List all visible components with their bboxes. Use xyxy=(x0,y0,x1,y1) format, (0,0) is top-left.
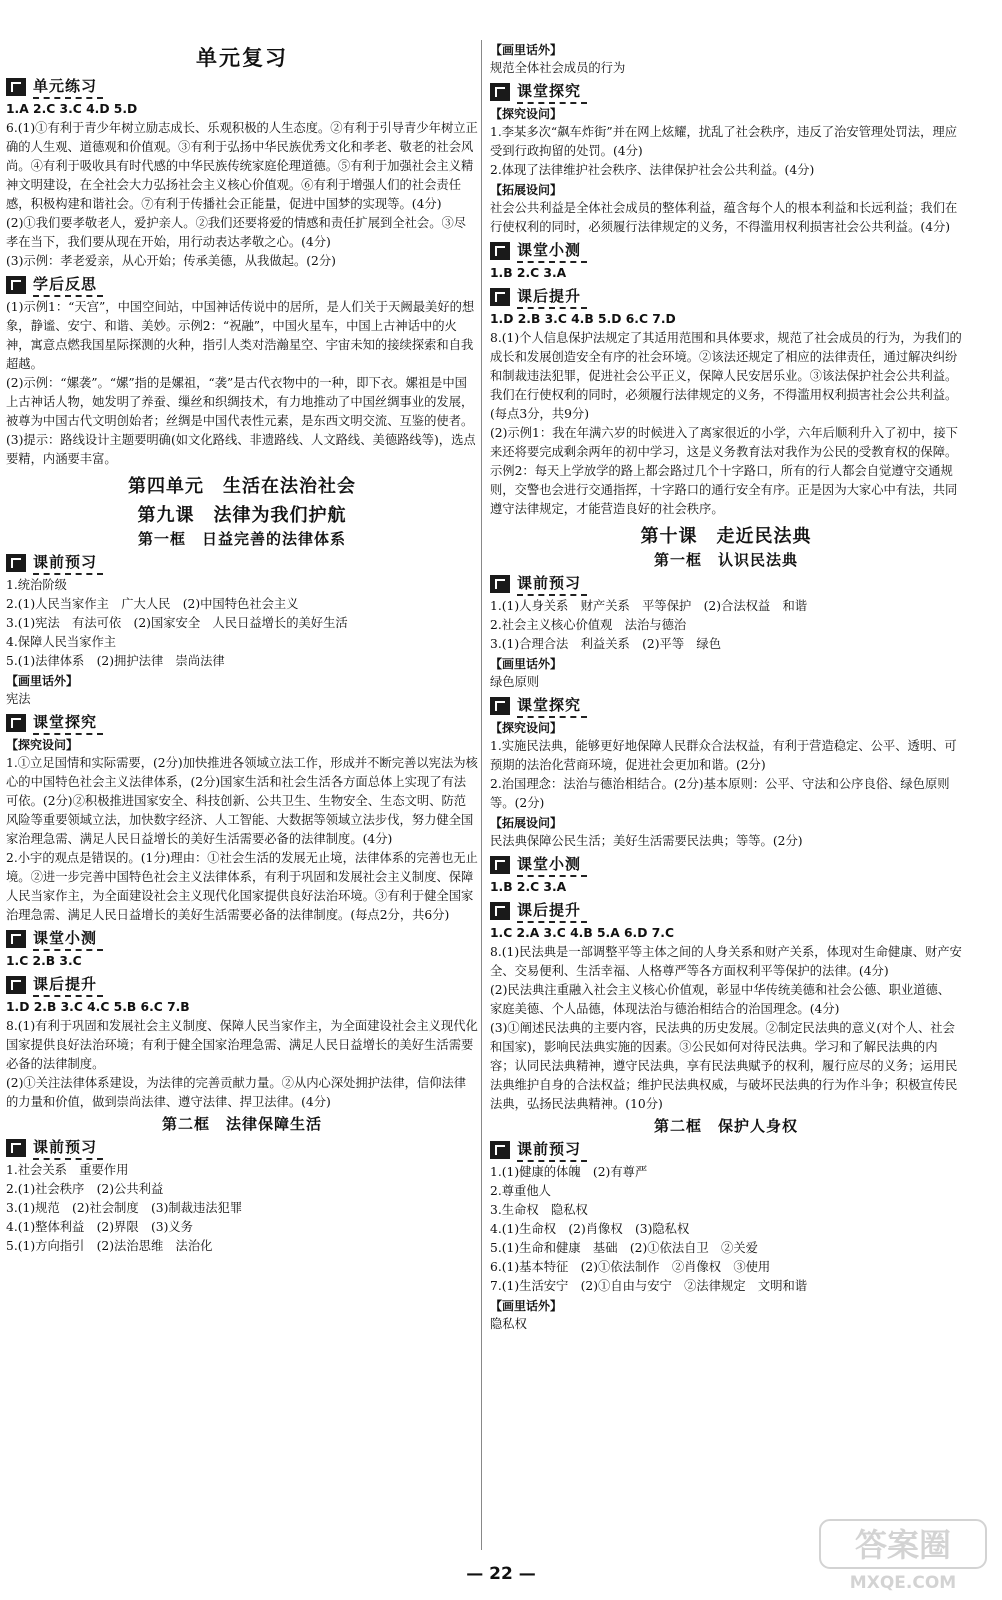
section-header xyxy=(6,974,478,996)
answer-line: 2.体现了法律维护社会秩序、法律保护社会公共利益。(4分) xyxy=(490,163,815,177)
section-header xyxy=(490,240,962,262)
answer-line: 隐私权 xyxy=(490,1317,527,1331)
subsection-label: 【画里话外】 xyxy=(490,1299,563,1313)
subsection-label: 【画里话外】 xyxy=(490,657,563,671)
section-title: 课前预习 xyxy=(33,1136,103,1160)
subsection-label: 【拓展设问】 xyxy=(490,183,563,197)
section-icon xyxy=(6,1139,26,1157)
answer-line: 6.(1)①有利于青少年树立励志成长、乐观积极的人生态度。②有利于引导青少年树立正确的人生观、道德观和价值观。③有利于弘扬中华民族优秀文化和孝老、敬老的社会风尚。④有利于吸收具有时代感的中华民族传统家庭伦理道德。⑤有利于加强社会主义精神文明建设，在全社会大力弘扬社会主义核心价值观。⑥有利于增强人们的社会责任感，积极构建和谐社会。⑦有利于传播社会正能量，促进中国梦的实现等。(4分) xyxy=(6,121,478,211)
right-column xyxy=(490,40,962,1334)
answer-line: 2.(1)社会秩序 (2)公共利益 xyxy=(6,1182,164,1196)
unit-title: 第四单元 生活在法治社会 xyxy=(128,476,356,497)
column-divider xyxy=(481,40,482,1550)
section-icon xyxy=(6,930,26,948)
answer-line: 1.D 2.B 3.C 4.C 5.B 6.C 7.B xyxy=(6,1000,190,1014)
section-icon xyxy=(6,554,26,572)
answer-line: 3.生命权 隐私权 xyxy=(490,1203,588,1217)
section-header xyxy=(490,286,962,308)
answer-line: 规范全体社会成员的行为 xyxy=(490,61,626,75)
answer-line: 2.(1)人民当家作主 广大人民 (2)中国特色社会主义 xyxy=(6,597,299,611)
answer-line: 1.D 2.B 3.C 4.B 5.D 6.C 7.D xyxy=(490,312,676,326)
section-header xyxy=(490,900,962,922)
section-icon xyxy=(490,697,510,715)
answer-line: 1.B 2.C 3.A xyxy=(490,880,567,894)
answer-line: (1)示例1：“天宫”，中国空间站，中国神话传说中的居所，是人们关于天阙最美好的想象，静谧、安宁、和谐、美妙。示例2：“祝融”，中国火星车，中国上古神话中的火神，寓意点燃我国星际探测的火种，指引人类对浩瀚星空、宇宙未知的接续探索和自我超越。 xyxy=(6,300,475,371)
section-icon xyxy=(490,242,510,260)
answer-line: 1.李某多次“飙车炸街”并在网上炫耀，扰乱了社会秩序，违反了治安管理处罚法，理应受到行政拘留的处罚。(4分) xyxy=(490,125,957,158)
subsection-label: 【探究设问】 xyxy=(490,721,563,735)
left-column xyxy=(6,40,478,1256)
answer-line: 1.A 2.C 3.C 4.D 5.D xyxy=(6,102,138,116)
frame-title: 第二框 法律保障生活 xyxy=(161,1115,322,1133)
answer-line: 3.(1)宪法 有法可依 (2)国家安全 人民日益增长的美好生活 xyxy=(6,616,348,630)
section-header xyxy=(6,712,478,734)
answer-line: 1.B 2.C 3.A xyxy=(490,266,567,280)
section-icon xyxy=(490,83,510,101)
section-title: 课后提升 xyxy=(517,899,587,923)
watermark-text: 答案圈 xyxy=(854,1526,952,1564)
answer-line: 2.尊重他人 xyxy=(490,1184,551,1198)
section-header xyxy=(6,1137,478,1159)
answer-line: 4.(1)生命权 (2)肖像权 (3)隐私权 xyxy=(490,1222,690,1236)
answer-line: 1.统治阶级 xyxy=(6,578,67,592)
answer-line: 宪法 xyxy=(6,692,31,706)
section-header xyxy=(490,573,962,595)
subsection-label: 【探究设问】 xyxy=(490,107,563,121)
answer-line: (2)①我们要孝敬老人，爱护亲人。②我们还要将爱的情感和责任扩展到全社会。③尽孝在当下，我们要从现在开始，用行动表达孝敬之心。(4分) xyxy=(6,216,467,249)
answer-line: 8.(1)民法典是一部调整平等主体之间的人身关系和财产关系，体现对生命健康、财产安全、交易便利、生活幸福、人格尊严等各方面权利平等保护的法律。(4分) xyxy=(490,945,962,978)
section-title: 课堂探究 xyxy=(517,694,587,718)
section-title: 学后反思 xyxy=(33,273,103,297)
section-header xyxy=(6,928,478,950)
section-header xyxy=(490,81,962,103)
section-title: 课堂小测 xyxy=(33,927,103,951)
frame-title: 第一框 认识民法典 xyxy=(653,551,798,569)
page-number: — 22 — xyxy=(466,1564,536,1584)
answer-line: (2)民法典注重融入社会主义核心价值观，彰显中华传统美德和社会公德、职业道德、家庭美德、个人品德，体现法治与德治相结合的治国理念。(4分) xyxy=(490,983,951,1016)
section-title: 单元练习 xyxy=(33,75,103,99)
section-icon xyxy=(490,1141,510,1159)
section-title: 课后提升 xyxy=(517,285,587,309)
answer-line: 1.(1)健康的体魄 (2)有尊严 xyxy=(490,1165,648,1179)
answer-line: (3)示例：孝老爱亲，从心开始；传承美德，从我做起。(2分) xyxy=(6,254,336,268)
section-title: 课堂探究 xyxy=(33,711,103,735)
section-icon xyxy=(490,856,510,874)
answer-line: 8.(1)有利于巩固和发展社会主义制度、保障人民当家作主，为全面建设社会主义现代化国家提供良好法治环境；有利于健全国家治理急需、满足人民日益增长的美好生活需要必备的法律制度。 xyxy=(6,1019,478,1071)
answer-line: (2)示例1：我在年满六岁的时候进入了离家很近的小学，六年后顺利升入了初中，接下来还将要完成剩余两年的初中学习，这是义务教育法对我作为公民的受教育权的保障。示例2：每天上学放学的路上都会路过几个十字路口，所有的行人都会自觉遵守交通规则，交警也会进行交通指挥，十字路口的通行安全有序。正是因为大家心中有法，共同遵守法律规定，才能营造良好的社会秩序。 xyxy=(490,426,958,516)
answer-line: 5.(1)生命和健康 基础 (2)①依法自卫 ②关爱 xyxy=(490,1241,758,1255)
section-title: 课后提升 xyxy=(33,973,103,997)
frame-title: 第一框 日益完善的法律体系 xyxy=(137,530,346,548)
watermark-logo xyxy=(818,1518,988,1592)
lesson-title: 第九课 法律为我们护航 xyxy=(137,505,347,526)
answer-line: 8.(1)个人信息保护法规定了其适用范围和具体要求，规范了社会成员的行为，为我们的成长和发展创造安全有序的社会环境。②该法还规定了相应的法律责任，通过解决纠纷和制裁违法犯罪，促进社会公平正义，保障人民安居乐业。③该法保护社会公共利益。我们在行使权利的同时，必须履行法律规定的义务，不得滥用权利损害社会公共利益。(每点3分，共9分) xyxy=(490,331,962,421)
answer-line: 3.(1)合理合法 利益关系 (2)平等 绿色 xyxy=(490,637,722,651)
section-title: 课堂探究 xyxy=(517,80,587,104)
frame-title: 第二框 保护人身权 xyxy=(653,1117,798,1135)
answer-line: 2.社会主义核心价值观 法治与德治 xyxy=(490,618,687,632)
answer-line: 1.C 2.B 3.C xyxy=(6,954,82,968)
answer-line: 7.(1)生活安宁 (2)①自由与安宁 ②法律规定 文明和谐 xyxy=(490,1279,808,1293)
section-header xyxy=(6,274,478,296)
answer-line: 6.(1)基本特征 (2)①依法制作 ②肖像权 ③使用 xyxy=(490,1260,771,1274)
answer-line: 1.(1)人身关系 财产关系 平等保护 (2)合法权益 和谐 xyxy=(490,599,808,613)
section-icon xyxy=(490,902,510,920)
section-header xyxy=(490,854,962,876)
answer-line: 3.(1)规范 (2)社会制度 (3)制裁违法犯罪 xyxy=(6,1201,243,1215)
section-title: 课前预习 xyxy=(517,1138,587,1162)
answer-line: 社会公共利益是全体社会成员的整体利益，蕴含每个人的根本利益和长远利益；我们在行使权利的同时，必须履行法律规定的义务，不得滥用权利损害社会公共利益。(4分) xyxy=(490,201,958,234)
section-title: 课前预习 xyxy=(517,572,587,596)
answer-line: 5.(1)法律体系 (2)拥护法律 崇尚法律 xyxy=(6,654,225,668)
section-icon xyxy=(6,78,26,96)
answer-line: 4.(1)整体利益 (2)界限 (3)义务 xyxy=(6,1220,193,1234)
answer-line: 2.小宇的观点是错误的。(1分)理由：①社会生活的发展无止境，法律体系的完善也无止境。②进一步完善中国特色社会主义法律体系，有利于巩固和发展社会主义制度、保障人民当家作主，为全面建设社会主义现代化国家提供良好法治环境。③有利于健全国家治理急需、满足人民日益增长的美好生活需要必备的法律制度。(每点2分，共6分) xyxy=(6,851,478,922)
section-title: 课堂小测 xyxy=(517,239,587,263)
section-icon xyxy=(490,288,510,306)
section-header xyxy=(6,552,478,574)
answer-line: (2)①关注法律体系建设，为法律的完善贡献力量。②从内心深处拥护法律，信仰法律的力量和价值，做到崇尚法律、遵守法律、捍卫法律。(4分) xyxy=(6,1076,467,1109)
section-title: 课堂小测 xyxy=(517,853,587,877)
section-header xyxy=(490,695,962,717)
subsection-label: 【画里话外】 xyxy=(6,674,79,688)
answer-line: (2)示例：“嫘袭”。“嫘”指的是嫘祖，“袭”是古代衣物中的一种，即下衣。嫘祖是中国上古神话人物，她发明了养蚕、缫丝和织绸技术，有力地推动了中国丝绸事业的发展，被尊为中国古代文明创始者；丝绸是中国代表性元素，是东西文明交流、互鉴的使者。 xyxy=(6,376,474,428)
page-title: 单元复习 xyxy=(196,46,288,70)
section-icon xyxy=(6,976,26,994)
answer-line: 民法典保障公民生活；美好生活需要民法典；等等。(2分) xyxy=(490,834,803,848)
section-header xyxy=(6,76,478,98)
answer-line: (3)提示：路线设计主题要明确(如文化路线、非遗路线、人文路线、美德路线等)，选点要精，内涵要丰富。 xyxy=(6,433,476,466)
section-header xyxy=(490,1139,962,1161)
answer-line: 绿色原则 xyxy=(490,675,540,689)
lesson-title: 第十课 走近民法典 xyxy=(640,526,812,547)
watermark-url: MXQE.COM xyxy=(849,1573,957,1592)
subsection-label: 【拓展设问】 xyxy=(490,816,563,830)
answer-line: 1.社会关系 重要作用 xyxy=(6,1163,129,1177)
answer-line: 2.治国理念：法治与德治相结合。(2分)基本原则：公平、守法和公序良俗、绿色原则等。(2分) xyxy=(490,777,950,810)
section-icon xyxy=(6,276,26,294)
section-icon xyxy=(490,575,510,593)
answer-line: 1.①立足国情和实际需要，(2分)加快推进各领域立法工作，形成并不断完善以宪法为核心的中国特色社会主义法律体系，(2分)国家生活和社会生活各方面总体上实现了有法可依。(2分)②积极推进国家安全、科技创新、公共卫生、生物安全、生态文明、防范风险等重要领域立法，加快数字经济、人工智能、大数据等领域立法步伐，努力健全国家治理急需、满足人民日益增长的美好生活需要必备的法律制度。(4分) xyxy=(6,756,478,846)
answer-line: 1.C 2.A 3.C 4.B 5.A 6.D 7.C xyxy=(490,926,674,940)
subsection-label: 【画里话外】 xyxy=(490,43,563,57)
answer-line: 1.实施民法典，能够更好地保障人民群众合法权益，有利于营造稳定、公平、透明、可预期的法治化营商环境，促进社会更加和谐。(2分) xyxy=(490,739,957,772)
section-title: 课前预习 xyxy=(33,551,103,575)
answer-line: 4.保障人民当家作主 xyxy=(6,635,117,649)
answer-line: 5.(1)方向指引 (2)法治思维 法治化 xyxy=(6,1239,213,1253)
section-icon xyxy=(6,714,26,732)
answer-line: (3)①阐述民法典的主要内容，民法典的历史发展。②制定民法典的意义(对个人、社会和国家)，影响民法典实施的因素。③公民如何对待民法典。学习和了解民法典的内容；认同民法典精神，遵守民法典，享有民法典赋予的权利，履行应尽的义务；运用民法典维护自身的合法权益；维护民法典权威，与破坏民法典的行为作斗争；积极宣传民法典，弘扬民法典精神。(10分) xyxy=(490,1021,958,1111)
subsection-label: 【探究设问】 xyxy=(6,738,79,752)
